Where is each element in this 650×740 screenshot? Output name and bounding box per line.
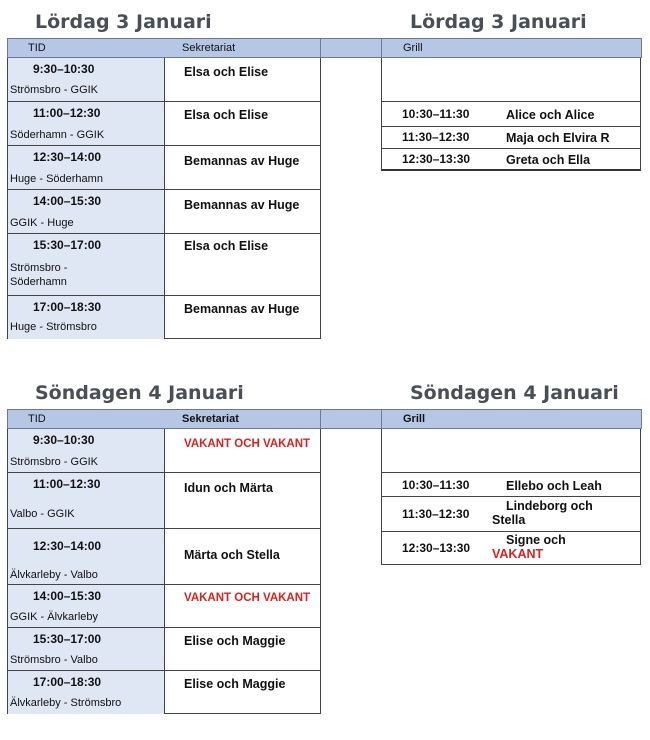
grill-time: 10:30–11:30 <box>402 107 470 121</box>
table-row <box>8 102 320 146</box>
sunday-secretariat-table <box>7 429 321 714</box>
slot-time: 14:00–15:30 <box>33 589 102 603</box>
match-label: Älvkarleby - Valbo <box>10 569 98 581</box>
match-label: Huge - Söderhamn <box>10 173 103 185</box>
match-label: Strömsbro - Söderhamn <box>10 262 68 288</box>
header-time: TID <box>28 413 46 425</box>
saturday-secretariat-table <box>7 58 321 339</box>
staff-names: Idun och Märta <box>184 481 273 495</box>
staff-names-vacant: VAKANT OCH VAKANT <box>184 592 311 604</box>
table-row <box>8 296 320 339</box>
grill-time: 11:30–12:30 <box>402 130 470 144</box>
sunday-title: Söndagen 4 Januari <box>35 382 244 404</box>
saturday-grill-table <box>381 58 641 171</box>
grill-names: Alice och Alice <box>506 108 595 122</box>
table-row <box>8 529 320 585</box>
vacant-label: VAKANT <box>492 547 544 561</box>
grill-time: 12:30–13:30 <box>402 152 471 166</box>
table-row <box>8 585 320 628</box>
grill-time: 12:30–13:30 <box>402 541 471 555</box>
slot-time: 9:30–10:30 <box>33 433 95 447</box>
slot-time: 15:30–17:00 <box>33 238 102 252</box>
header-secretariat: Sekretariat <box>182 42 236 54</box>
slot-time: 11:00–12:30 <box>33 477 101 491</box>
match-label: GGIK - Huge <box>10 217 74 229</box>
header-secretariat: Sekretariat <box>182 413 239 425</box>
table-row <box>8 671 320 714</box>
staff-names: Elise och Maggie <box>184 634 286 648</box>
staff-names: Elsa och Elise <box>184 108 269 122</box>
table-row <box>8 58 320 102</box>
staff-names-vacant: VAKANT OCH VAKANT <box>184 438 311 450</box>
table-row <box>8 429 320 473</box>
grill-names: Greta och Ella <box>506 153 591 167</box>
header-time: TID <box>28 42 46 54</box>
table-row <box>8 473 320 529</box>
slot-time: 12:30–14:00 <box>33 539 102 553</box>
grill-time: 11:30–12:30 <box>402 507 470 521</box>
match-label: Strömsbro - GGIK <box>10 84 99 96</box>
saturday-header-bar <box>7 38 642 58</box>
slot-time: 17:00–18:30 <box>33 675 102 689</box>
slot-time: 17:00–18:30 <box>33 300 102 314</box>
match-label: Söderhamn - GGIK <box>10 129 105 141</box>
table-row <box>8 234 320 296</box>
sunday-grill-title: Söndagen 4 Januari <box>410 382 619 404</box>
table-row <box>382 473 640 497</box>
staff-names: Bemannas av Huge <box>184 154 300 168</box>
table-row <box>382 127 640 149</box>
slot-time: 15:30–17:00 <box>33 632 102 646</box>
staff-names: Bemannas av Huge <box>184 198 300 212</box>
grill-empty-row <box>382 58 640 102</box>
header-grill: Grill <box>403 42 423 54</box>
grill-names: Lindeborg och Stella <box>492 499 593 527</box>
grill-empty-row <box>382 429 640 473</box>
grill-time: 10:30–11:30 <box>402 478 470 492</box>
table-row <box>382 532 640 565</box>
grill-names: Maja och Elvira R <box>506 131 610 145</box>
sunday-header-bar <box>7 409 642 429</box>
table-row <box>382 102 640 127</box>
staff-names: Elsa och Elise <box>184 65 269 79</box>
slot-time: 9:30–10:30 <box>33 62 95 76</box>
saturday-title: Lördag 3 Januari <box>35 11 212 33</box>
table-row <box>8 146 320 190</box>
table-row <box>8 628 320 671</box>
match-label: Strömsbro - GGIK <box>10 456 99 468</box>
match-label: Älvkarleby - Strömsbro <box>10 697 122 709</box>
staff-names: Bemannas av Huge <box>184 302 300 316</box>
grill-names: Ellebo och Leah <box>506 479 602 493</box>
staff-names: Elise och Maggie <box>184 677 286 691</box>
match-label: Valbo - GGIK <box>10 508 75 520</box>
match-label: Huge - Strömsbro <box>10 321 97 333</box>
match-label: GGIK - Älvkarleby <box>10 611 99 623</box>
header-grill: Grill <box>403 413 426 425</box>
table-row <box>382 497 640 532</box>
sunday-grill-table <box>381 429 641 565</box>
staff-names: Märta och Stella <box>184 548 280 562</box>
slot-time: 14:00–15:30 <box>33 194 102 208</box>
slot-time: 12:30–14:00 <box>33 150 102 164</box>
table-row <box>382 149 640 171</box>
staff-names: Elsa och Elise <box>184 239 269 253</box>
grill-names: Signe och VAKANT <box>492 533 566 561</box>
slot-time: 11:00–12:30 <box>33 106 101 120</box>
match-label: Strömsbro - Valbo <box>10 654 98 666</box>
table-row <box>8 190 320 234</box>
saturday-grill-title: Lördag 3 Januari <box>410 11 587 33</box>
